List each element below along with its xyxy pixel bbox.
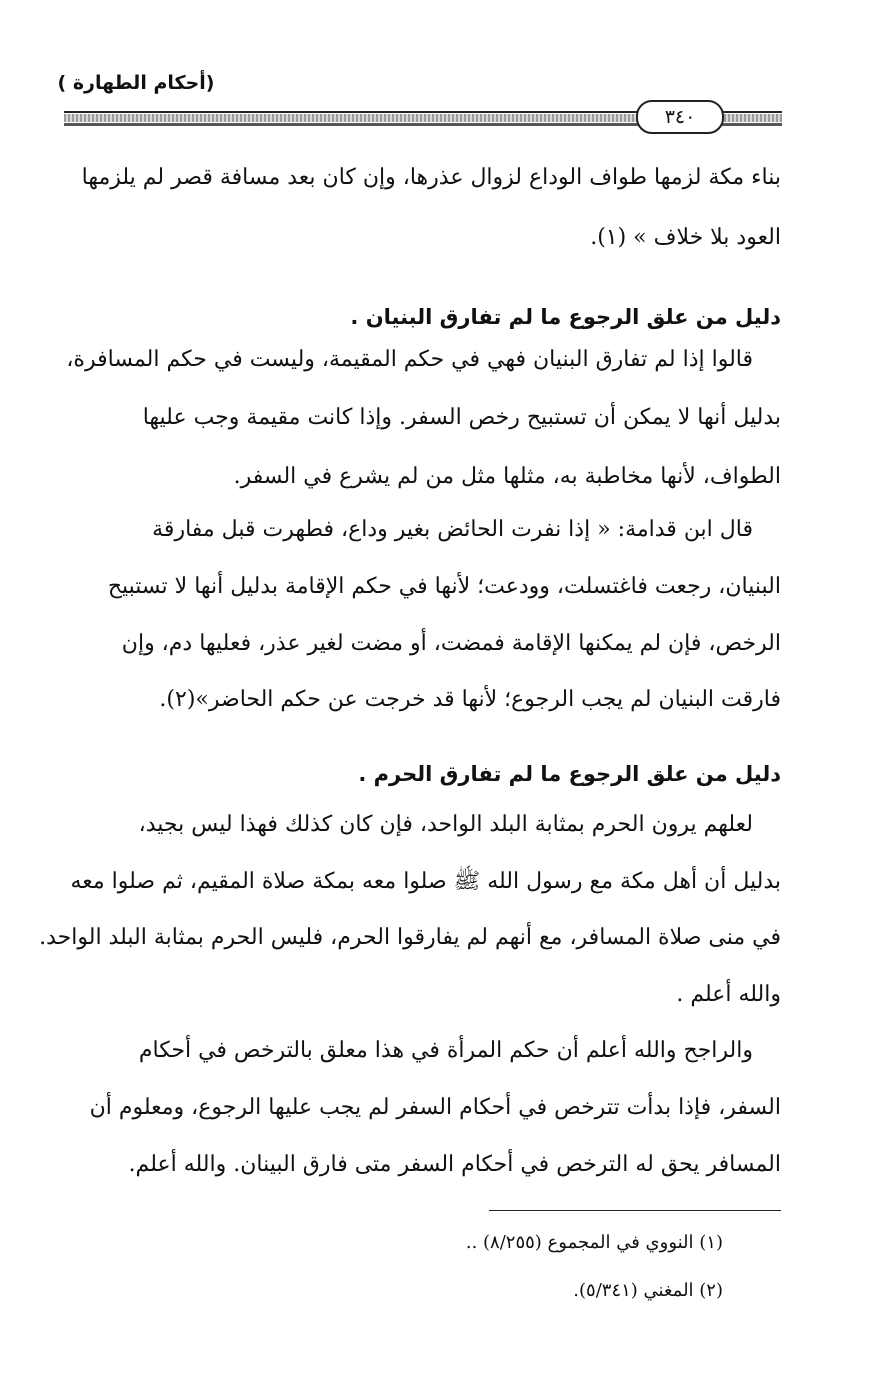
footnote-rule <box>489 1210 781 1211</box>
body-line: بناء مكة لزمها طواف الوداع لزوال عذرها، وإن كان بعد مسافة قصر لم يلزمها <box>81 165 781 190</box>
body-line: بدليل أنها لا يمكن أن تستبيح رخص السفر. وإذا كانت مقيمة وجب عليها <box>142 405 781 430</box>
body-line: لعلهم يرون الحرم بمثابة البلد الواحد، فإن كان كذلك فهذا ليس بجيد، <box>138 812 753 837</box>
body-line: والله أعلم . <box>676 982 781 1007</box>
page-number: ٣٤٠ <box>636 100 724 134</box>
section-heading: دليل من علق الرجوع ما لم تفارق الحرم . <box>358 762 781 786</box>
body-line: في منى صلاة المسافر، مع أنهم لم يفارقوا الحرم، فليس الحرم بمثابة البلد الواحد. <box>39 925 781 950</box>
body-line: البنيان، رجعت فاغتسلت، وودعت؛ لأنها في حكم الإقامة بدليل أنها لا تستبيح <box>107 574 781 599</box>
body-line: قالوا إذا لم تفارق البنيان فهي في حكم المقيمة، وليست في حكم المسافرة، <box>66 347 753 372</box>
body-line: الطواف، لأنها مخاطبة به، مثلها مثل من لم يشرع في السفر. <box>233 464 781 489</box>
body-line: العود بلا خلاف » (١). <box>590 225 781 250</box>
footnote: (١) النووي في المجموع (٨/٢٥٥) .. <box>465 1232 723 1253</box>
footnote: (٢) المغني (٥/٣٤١). <box>573 1280 723 1301</box>
running-header-title: (أحكام الطهارة ) <box>57 72 215 94</box>
body-line: قال ابن قدامة: « إذا نفرت الحائض بغير وداع، فطهرت قبل مفارقة <box>152 517 753 542</box>
body-line: الرخص، فإن لم يمكنها الإقامة فمضت، أو مضت لغير عذر، فعليها دم، وإن <box>121 631 781 656</box>
section-heading: دليل من علق الرجوع ما لم تفارق البنيان . <box>350 305 781 329</box>
body-line: والراجح والله أعلم أن حكم المرأة في هذا معلق بالترخص في أحكام <box>138 1038 753 1063</box>
body-line: المسافر يحق له الترخص في أحكام السفر متى فارق البينان. والله أعلم. <box>128 1152 781 1177</box>
body-line: بدليل أن أهل مكة مع رسول الله ﷺ صلوا معه بمكة صلاة المقيم، ثم صلوا معه <box>70 869 781 894</box>
body-line: فارقت البنيان لم يجب الرجوع؛ لأنها قد خرجت عن حكم الحاضر»(٢). <box>159 687 781 712</box>
body-line: السفر، فإذا بدأت تترخص في أحكام السفر لم يجب عليها الرجوع، ومعلوم أن <box>89 1095 781 1120</box>
